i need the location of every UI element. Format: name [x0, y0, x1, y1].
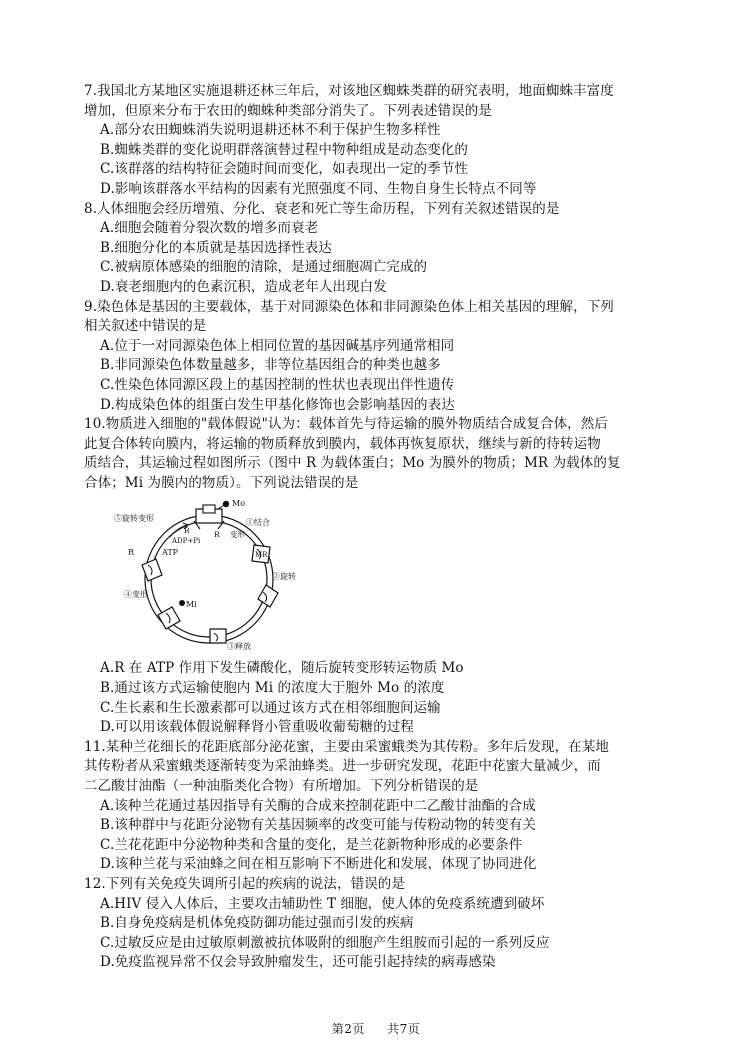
- label-step3-release: ③释放: [227, 642, 251, 652]
- q7-stem-line1: 7.我国北方某地区实施退耕还林三年后，对该地区蜘蛛类群的研究表明，地面蜘蛛丰富度: [84, 83, 614, 99]
- label-step4-transform: ④变形: [124, 590, 148, 600]
- label-step5-rotate-transform: ⑤旋转变形: [114, 514, 154, 524]
- q11-option-b: B.该种群中与花距分泌物有关基因频率的改变可能与传粉动物的转变有关: [100, 817, 537, 834]
- q7-option-a: A.部分农田蜘蛛消失说明退耕还林不利于保护生物多样性: [100, 122, 441, 139]
- label-mr: MR: [255, 551, 268, 560]
- q10-stem-line2: 此复合体转向膜内，将运输的物质释放到膜内，载体再恢复原状，继续与新的待转运物: [84, 435, 601, 452]
- q11-stem-line2: 其传粉者从采蜜蛾类逐渐转变为采油蜂类。进一步研究发现，花距中花蜜大量减少，而: [84, 758, 601, 775]
- page-number: 第2页: [331, 1022, 365, 1036]
- mi-particle: [179, 600, 185, 606]
- q11-option-a: A.该种兰花通过基因指导有关酶的合成来控制花距中二乙酸甘油酯的合成: [100, 797, 536, 814]
- q9-option-c: C.性染色体同源区段上的基因控制的性状也表现出伴性遗传: [100, 376, 455, 393]
- q11-stem-line3: 二乙酸甘油酯（一种油脂类化合物）有所增加。下列分析错误的是: [84, 778, 479, 795]
- q8-option-b: B.细胞分化的本质就是基因选择性表达: [100, 239, 333, 256]
- label-mi: Mi: [186, 600, 197, 610]
- carrier-mi: [158, 607, 180, 629]
- q10-option-d: D.可以用该载体假说解释肾小管重吸收葡萄糖的过程: [100, 719, 415, 736]
- page-footer: [0, 1020, 752, 1037]
- q10-option-a: A.R 在 ATP 作用下发生磷酸化，随后旋转变形转运物质 Mo: [100, 660, 464, 677]
- q8-option-c: C.被病原体感染的细胞的清除，是通过细胞凋亡完成的: [100, 259, 428, 276]
- q12-option-d: D.免疫监视异常不仅会导致肿瘤发生，还可能引起持续的病毒感染: [100, 954, 496, 971]
- q9-stem-line2: 相关叙述中错误的是: [84, 318, 207, 335]
- label-transform1: 变形: [230, 530, 245, 540]
- q7-option-d: D.影响该群落水平结构的因素有光照强度不同、生物自身生长特点不同等: [100, 180, 537, 197]
- carrier-release: [210, 629, 226, 643]
- carrier-cycle-svg: [114, 497, 304, 653]
- q9-stem-line1: 9.染色体是基因的主要载体，基于对同源染色体和非同源染色体上相关基因的理解，下列: [84, 298, 614, 315]
- label-r-adp: R: [184, 526, 190, 536]
- q10-stem-line3: 质结合，其运输过程如图所示（图中 R 为载体蛋白；Mo 为膜外的物质；MR 为载体的复: [84, 455, 621, 472]
- q8-option-a: A.细胞会随着分裂次数的增多而衰老: [100, 220, 319, 237]
- q12-option-a: A.HIV 侵入人体后，主要攻击辅助性 T 细胞，使人体的免疫系统遭到破坏: [100, 895, 545, 912]
- page-total: 共7页: [387, 1022, 421, 1036]
- q7-option-b: B.蜘蛛类群的变化说明群落演替过程中物种组成是动态变化的: [100, 141, 469, 158]
- carrier-hypothesis-diagram: [84, 497, 684, 653]
- q10-option-c: C.生长素和生长激素都可以通过该方式在相邻细胞间运输: [100, 699, 441, 716]
- q8-stem-line1: 8.人体细胞会经历增殖、分化、衰老和死亡等生命历程，下列有关叙述错误的是: [84, 200, 560, 217]
- q9-option-a: A.位于一对同源染色体上相同位置的基因碱基序列通常相同: [100, 337, 455, 354]
- q10-stem-line4: 合体；Mi 为膜内的物质）。下列说法错误的是: [84, 474, 359, 491]
- label-r-top: R: [214, 530, 220, 540]
- mo-particle: [223, 501, 229, 507]
- label-r-left: R: [128, 548, 135, 558]
- q10-stem-line1: 10.物质进入细胞的"载体假说"认为：载体首先与待运输的膜外物质结合成复合体，然后: [84, 416, 608, 433]
- label-mo: Mo: [232, 499, 246, 509]
- q7-stem-line2: 增加，但原来分布于农田的蜘蛛种类部分消失了。下列表述错误的是: [84, 102, 492, 119]
- label-step2-rotate: ②旋转: [272, 572, 296, 582]
- q12-stem-line1: 12.下列有关免疫失调所引起的疾病的说法，错误的是: [84, 876, 405, 892]
- q12-option-b: B.自身免疫病是机体免疫防御功能过强而引发的疾病: [100, 915, 414, 932]
- q7-option-c: C.该群落的结构特征会随时间而变化，如表现出一定的季节性: [100, 161, 468, 178]
- label-step1-bind: ①结合: [246, 518, 270, 528]
- question-content: [84, 82, 684, 973]
- q8-option-d: D.衰老细胞内的色素沉积，造成老年人出现白发: [100, 278, 387, 295]
- carrier-top: [194, 505, 224, 529]
- q9-option-b: B.非同源染色体数量越多，非等位基因组合的种类也越多: [100, 357, 441, 374]
- q11-option-d: D.该种兰花与采油蜂之间在相互影响下不断进化和发展，体现了协同进化: [100, 856, 537, 873]
- q11-stem-line1: 11.某种兰花细长的花距底部分泌花蜜，主要由采蜜蛾类为其传粉。多年后发现，在某地: [84, 738, 609, 755]
- q10-option-b: B.通过该方式运输使胞内 Mi 的浓度大于胞外 Mo 的浓度: [100, 680, 445, 697]
- label-adp-pi: ADP+Pi: [172, 537, 201, 546]
- label-atp: ATP: [162, 548, 179, 558]
- q9-option-d: D.构成染色体的组蛋白发生甲基化修饰也会影响基因的表达: [100, 396, 455, 413]
- q12-option-c: C.过敏反应是由过敏原刺激被抗体吸附的细胞产生组胺而引起的一系列反应: [100, 934, 550, 951]
- q11-option-c: C.兰花花距中分泌物种类和含量的变化，是兰花新物种形成的必要条件: [100, 836, 523, 853]
